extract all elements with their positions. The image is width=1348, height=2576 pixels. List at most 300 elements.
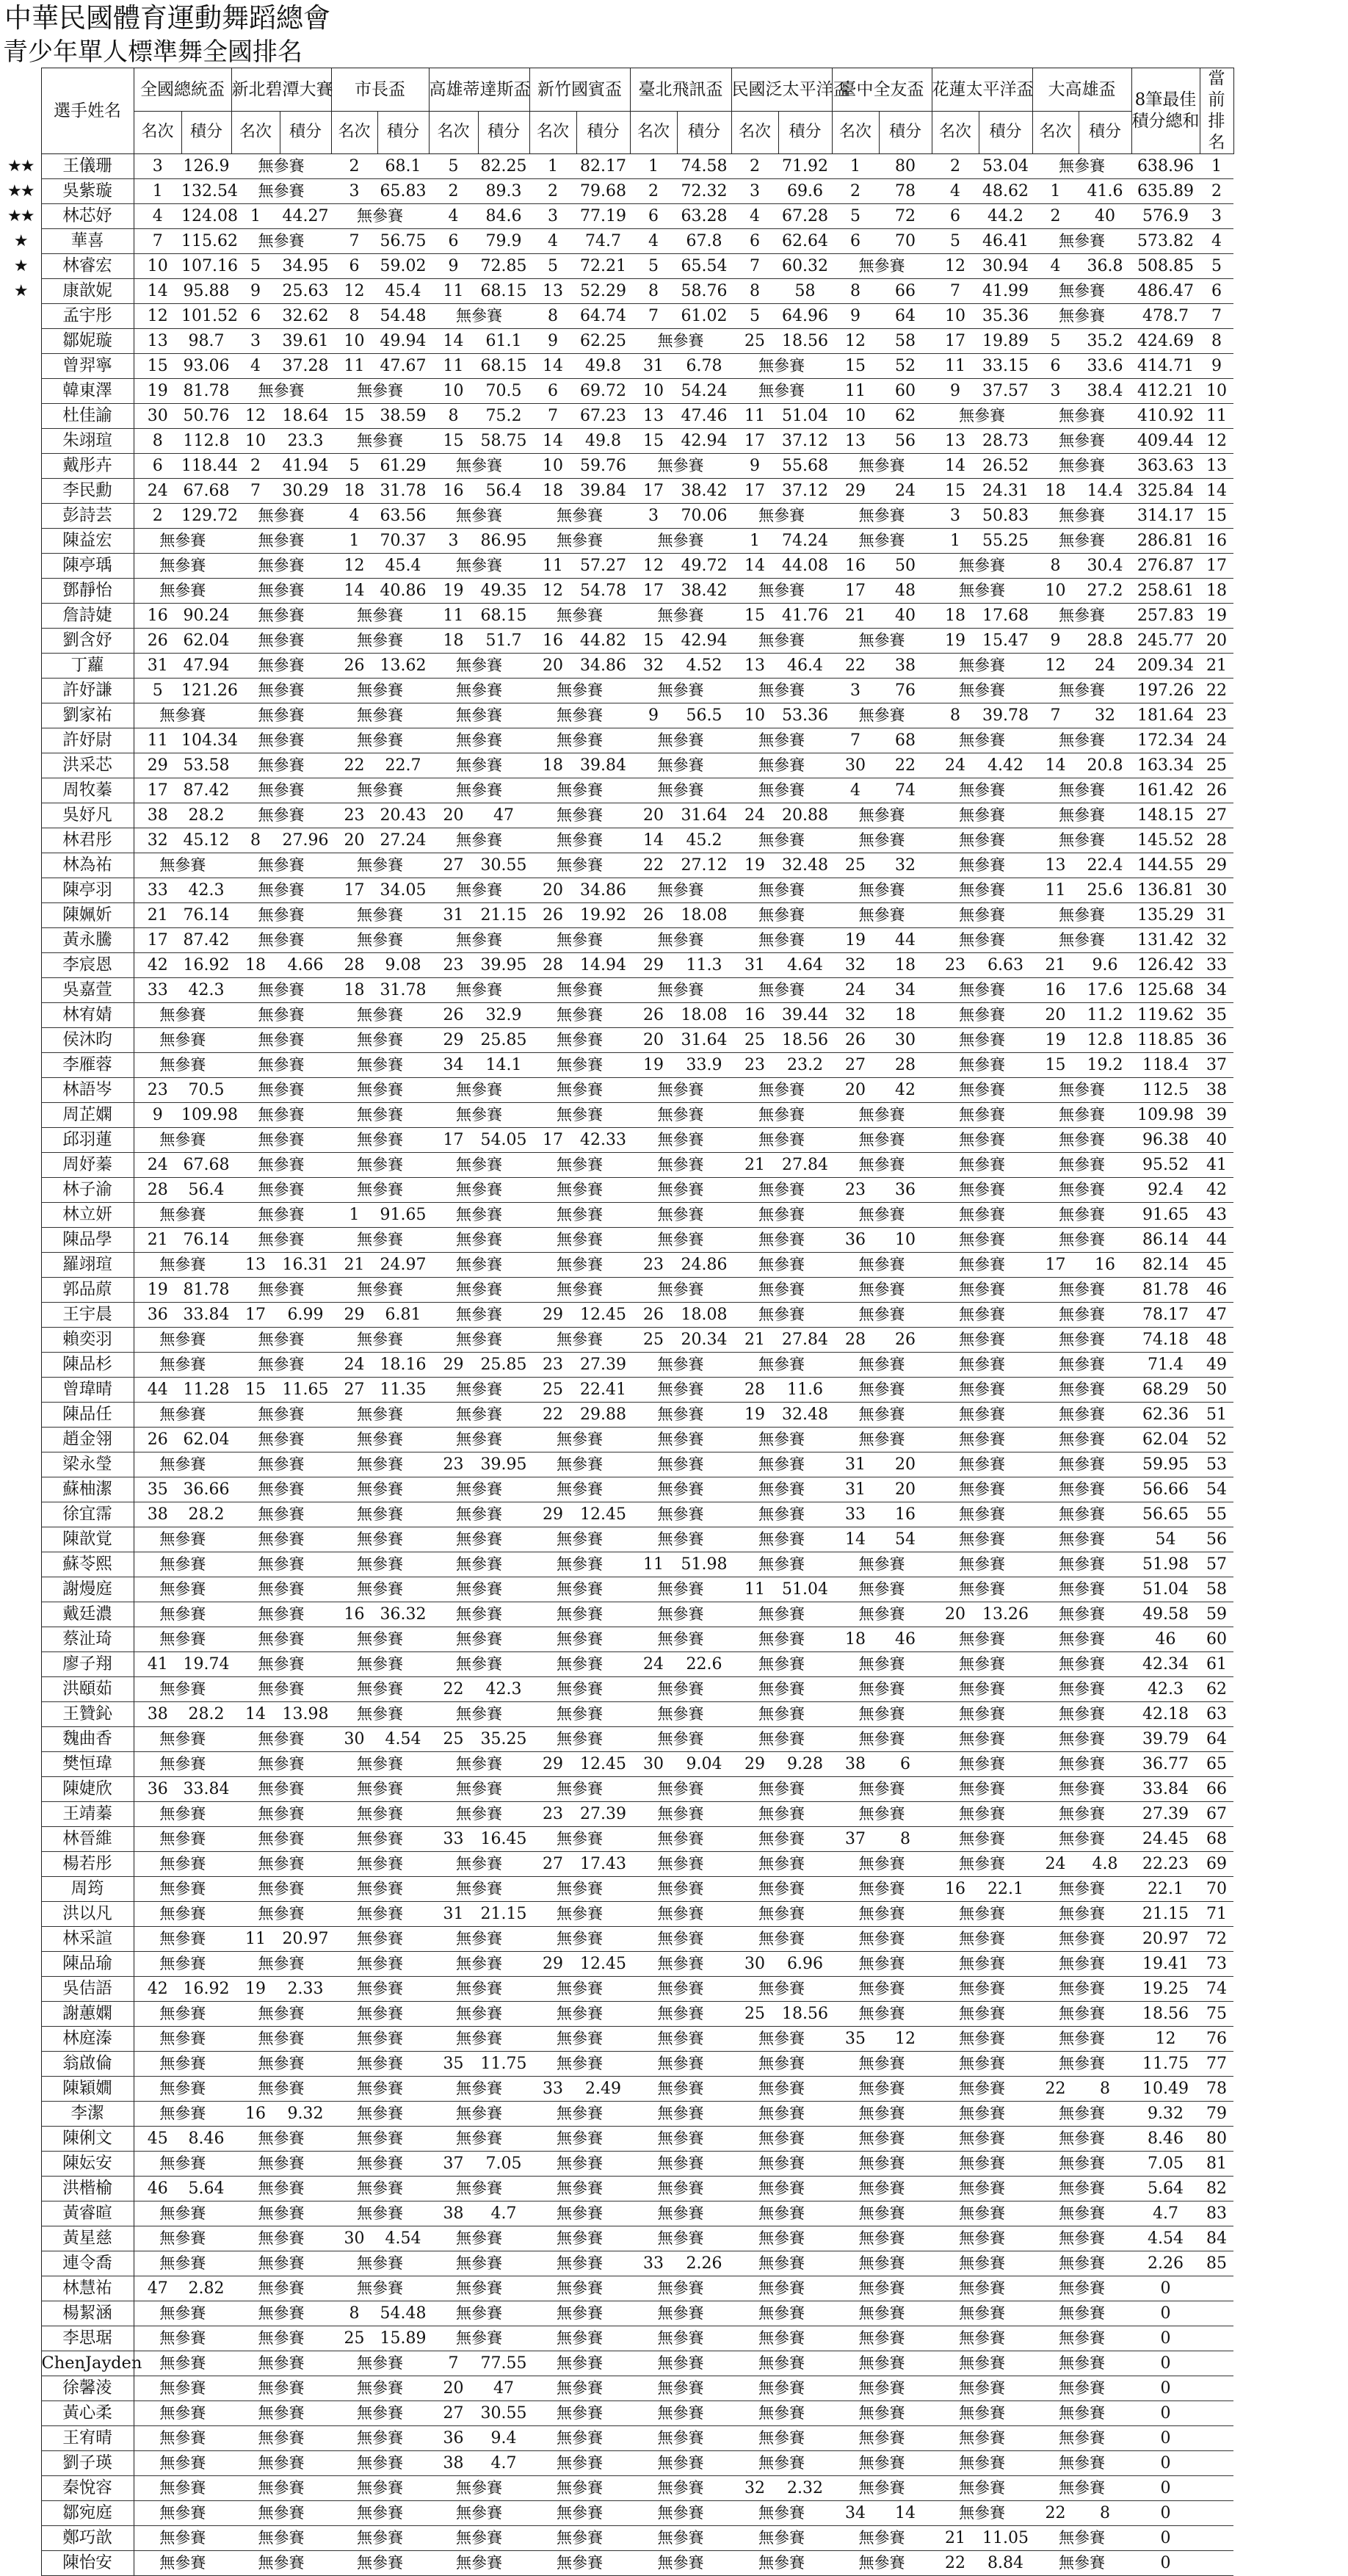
place-value: 13: [529, 279, 576, 304]
place-value: 17: [630, 479, 677, 504]
place-value: 20: [529, 654, 576, 679]
current-rank: 39: [1200, 1103, 1233, 1128]
table-row: [0, 703, 1233, 728]
points-value: 104.34: [181, 728, 231, 753]
current-rank: 43: [1200, 1203, 1233, 1228]
no-participation: 無參賽: [331, 1852, 429, 1877]
no-participation: 無參賽: [1032, 2052, 1131, 2077]
no-participation: 無參賽: [932, 404, 1032, 429]
table-row: [0, 2251, 1233, 2276]
no-participation: 無參賽: [231, 154, 331, 179]
place-value: 14: [932, 454, 979, 479]
place-subheader: 名次: [429, 111, 478, 154]
star-cell: [0, 404, 41, 429]
points-value: 6.96: [778, 1952, 832, 1977]
points-value: 36.8: [1079, 254, 1131, 279]
current-rank: 60: [1200, 1627, 1233, 1652]
total-points: 0: [1131, 2451, 1200, 2476]
no-participation: 無參賽: [832, 1902, 932, 1927]
current-rank: 4: [1200, 229, 1233, 254]
no-participation: 無參賽: [731, 1278, 832, 1303]
place-subheader: 名次: [134, 111, 181, 154]
total-points: 22.23: [1131, 1852, 1200, 1877]
points-value: 13.26: [979, 1602, 1032, 1627]
no-participation: 無參賽: [429, 1278, 529, 1303]
current-rank: 22: [1200, 679, 1233, 703]
points-value: 50.83: [979, 504, 1032, 529]
points-value: 4.54: [377, 2226, 429, 2251]
current-rank: 80: [1200, 2127, 1233, 2152]
points-value: 12.45: [576, 1952, 630, 1977]
points-value: 17.6: [1079, 978, 1131, 1003]
table-row: [0, 1877, 1233, 1902]
place-value: 9: [429, 254, 478, 279]
points-subheader: 積分: [879, 111, 932, 154]
current-rank: 32: [1200, 928, 1233, 953]
star-cell: [0, 1927, 41, 1952]
points-value: 11.35: [377, 1378, 429, 1403]
points-value: 42.3: [181, 878, 231, 903]
points-value: 70.5: [478, 379, 529, 404]
dancer-name: 蘇柚潔: [41, 1477, 134, 1502]
place-value: 19: [134, 379, 181, 404]
points-value: 27.96: [280, 828, 331, 853]
no-participation: 無參賽: [932, 1527, 1032, 1552]
place-value: 1: [331, 1203, 377, 1228]
points-value: 64: [879, 304, 932, 329]
place-value: 6: [731, 229, 778, 254]
table-row: [0, 1028, 1233, 1053]
no-participation: 無參賽: [134, 703, 231, 728]
no-participation: 無參賽: [832, 2351, 932, 2376]
place-value: 29: [731, 1752, 778, 1777]
no-participation: 無參賽: [134, 1927, 231, 1952]
total-points: 20.97: [1131, 1927, 1200, 1952]
no-participation: 無參賽: [932, 2351, 1032, 2376]
star-cell: [0, 504, 41, 529]
no-participation: 無參賽: [1032, 803, 1131, 828]
dancer-name: 陳穎嫺: [41, 2077, 134, 2102]
current-rank: 9: [1200, 354, 1233, 379]
points-value: 41.94: [280, 454, 331, 479]
place-value: 10: [932, 304, 979, 329]
place-value: 31: [832, 1477, 879, 1502]
no-participation: 無參賽: [731, 2426, 832, 2451]
no-participation: 無參賽: [429, 1702, 529, 1727]
total-points: 4.7: [1131, 2201, 1200, 2226]
place-value: 14: [630, 828, 677, 853]
total-points: 635.89: [1131, 179, 1200, 204]
no-participation: 無參賽: [1032, 1178, 1131, 1203]
current-rank: 8: [1200, 329, 1233, 354]
dancer-name: 周妤蓁: [41, 1153, 134, 1178]
place-value: 26: [529, 903, 576, 928]
no-participation: 無參賽: [630, 1428, 731, 1452]
points-value: 37.12: [778, 479, 832, 504]
no-participation: 無參賽: [731, 2351, 832, 2376]
no-participation: 無參賽: [932, 2002, 1032, 2027]
points-value: 18.56: [778, 2002, 832, 2027]
place-value: 27: [331, 1378, 377, 1403]
no-participation: 無參賽: [832, 2301, 932, 2326]
points-value: 9.4: [478, 2426, 529, 2451]
no-participation: 無參賽: [1032, 2027, 1131, 2052]
table-row: [0, 1003, 1233, 1028]
place-value: 13: [231, 1253, 280, 1278]
no-participation: 無參賽: [630, 2501, 731, 2526]
dancer-name: 鄒宛庭: [41, 2501, 134, 2526]
dancer-name: 陳姵妡: [41, 903, 134, 928]
table-row: [0, 1153, 1233, 1178]
total-points: 0: [1131, 2476, 1200, 2501]
no-participation: 無參賽: [231, 1652, 331, 1677]
place-subheader: 名次: [529, 111, 576, 154]
no-participation: 無參賽: [630, 1452, 731, 1477]
star-cell: [0, 679, 41, 703]
no-participation: 無參賽: [331, 2102, 429, 2127]
no-participation: 無參賽: [1032, 1452, 1131, 1477]
no-participation: 無參賽: [529, 1777, 630, 1802]
no-participation: 無參賽: [529, 1452, 630, 1477]
no-participation: 無參賽: [134, 2551, 231, 2576]
current-rank: [1200, 2451, 1233, 2476]
points-value: 74.58: [677, 154, 731, 179]
points-value: 11.2: [1079, 1003, 1131, 1028]
place-value: 38: [832, 1752, 879, 1777]
no-participation: 無參賽: [231, 1078, 331, 1103]
no-participation: 無參賽: [731, 354, 832, 379]
no-participation: 無參賽: [529, 1552, 630, 1577]
total-points: 39.79: [1131, 1727, 1200, 1752]
current-rank: 23: [1200, 703, 1233, 728]
points-value: 11.6: [778, 1378, 832, 1403]
current-rank: 35: [1200, 1003, 1233, 1028]
no-participation: 無參賽: [932, 1178, 1032, 1203]
table-row: [0, 1502, 1233, 1527]
place-value: 16: [134, 604, 181, 629]
table-row: [0, 354, 1233, 379]
no-participation: 無參賽: [630, 329, 731, 354]
place-value: 14: [529, 429, 576, 454]
place-value: 36: [832, 1228, 879, 1253]
no-participation: 無參賽: [134, 1877, 231, 1902]
place-value: 20: [932, 1602, 979, 1627]
no-participation: 無參賽: [731, 1178, 832, 1203]
place-value: 2: [1032, 204, 1079, 229]
no-participation: 無參賽: [1032, 1827, 1131, 1852]
no-participation: 無參賽: [832, 1927, 932, 1952]
points-value: 30.55: [478, 2401, 529, 2426]
dancer-name: 周筠: [41, 1877, 134, 1902]
points-value: 56.75: [377, 229, 429, 254]
no-participation: 無參賽: [231, 878, 331, 903]
points-value: 4.54: [377, 1727, 429, 1752]
current-rank: 5: [1200, 254, 1233, 279]
current-rank: 47: [1200, 1303, 1233, 1328]
points-subheader: 積分: [1079, 111, 1131, 154]
place-subheader: 名次: [331, 111, 377, 154]
no-participation: 無參賽: [429, 1403, 529, 1428]
table-row: [0, 778, 1233, 803]
no-participation: 無參賽: [134, 2401, 231, 2426]
no-participation: 無參賽: [630, 1927, 731, 1952]
points-value: 74.24: [778, 529, 832, 554]
no-participation: 無參賽: [231, 1477, 331, 1502]
star-cell: [0, 2476, 41, 2501]
total-points: 18.56: [1131, 2002, 1200, 2027]
no-participation: 無參賽: [529, 1727, 630, 1752]
no-participation: 無參賽: [1032, 1677, 1131, 1702]
points-value: 41.76: [778, 604, 832, 629]
table-row: [0, 978, 1233, 1003]
no-participation: 無參賽: [1032, 604, 1131, 629]
points-value: 4.52: [677, 654, 731, 679]
no-participation: 無參賽: [231, 1278, 331, 1303]
no-participation: 無參賽: [231, 1328, 331, 1353]
no-participation: 無參賽: [630, 2201, 731, 2226]
table-row: [0, 1677, 1233, 1702]
no-participation: 無參賽: [429, 1103, 529, 1128]
points-value: 32.48: [778, 853, 832, 878]
no-participation: 無參賽: [932, 1103, 1032, 1128]
current-rank: 62: [1200, 1677, 1233, 1702]
points-value: 51.04: [778, 1577, 832, 1602]
no-participation: 無參賽: [731, 828, 832, 853]
star-cell: [0, 753, 41, 778]
dancer-name: 鄭巧歆: [41, 2526, 134, 2551]
no-participation: 無參賽: [731, 2027, 832, 2052]
dancer-name: 陳品瑜: [41, 1952, 134, 1977]
no-participation: 無參賽: [832, 828, 932, 853]
dancer-name: 王儀珊: [41, 154, 134, 179]
no-participation: 無參賽: [630, 1203, 731, 1228]
no-participation: 無參賽: [630, 2052, 731, 2077]
dancer-name: 洪以凡: [41, 1902, 134, 1927]
points-value: 4.64: [778, 953, 832, 978]
no-participation: 無參賽: [1032, 2201, 1131, 2226]
no-participation: 無參賽: [529, 1428, 630, 1452]
star-cell: [0, 2401, 41, 2426]
no-participation: 無參賽: [331, 2276, 429, 2301]
dancer-name: 楊若彤: [41, 1852, 134, 1877]
star-cell: [0, 1502, 41, 1527]
place-value: 37: [832, 1827, 879, 1852]
no-participation: 無參賽: [331, 1952, 429, 1977]
star-cell: [0, 828, 41, 853]
points-value: 27.84: [778, 1328, 832, 1353]
table-row: [0, 878, 1233, 903]
place-value: 12: [1032, 654, 1079, 679]
points-value: 27.12: [677, 853, 731, 878]
place-value: 21: [134, 903, 181, 928]
total-points: 276.87: [1131, 554, 1200, 579]
no-participation: 無參賽: [429, 679, 529, 703]
points-value: 39.84: [576, 479, 630, 504]
no-participation: 無參賽: [231, 853, 331, 878]
no-participation: 無參賽: [231, 1103, 331, 1128]
no-participation: 無參賽: [529, 2226, 630, 2251]
points-value: 18: [879, 953, 932, 978]
place-value: 24: [134, 479, 181, 504]
no-participation: 無參賽: [731, 629, 832, 654]
points-value: 38.59: [377, 404, 429, 429]
place-value: 17: [832, 579, 879, 604]
dancer-name: 陳怡安: [41, 2551, 134, 2576]
table-row: [0, 1652, 1233, 1677]
no-participation: 無參賽: [529, 1328, 630, 1353]
total-points: 46: [1131, 1627, 1200, 1652]
no-participation: 無參賽: [731, 778, 832, 803]
points-value: 17.43: [576, 1852, 630, 1877]
points-value: 8: [879, 1827, 932, 1852]
table-row: [0, 1103, 1233, 1128]
place-value: 27: [529, 1852, 576, 1877]
dancer-name: 陳亭瑀: [41, 554, 134, 579]
no-participation: 無參賽: [1032, 2376, 1131, 2401]
table-row: [0, 1303, 1233, 1328]
no-participation: 無參賽: [429, 2102, 529, 2127]
no-participation: 無參賽: [231, 1777, 331, 1802]
no-participation: 無參賽: [832, 2276, 932, 2301]
place-value: 7: [331, 229, 377, 254]
dancer-name: 連令喬: [41, 2251, 134, 2276]
no-participation: 無參賽: [630, 1178, 731, 1203]
place-value: 9: [832, 304, 879, 329]
no-participation: 無參賽: [630, 1577, 731, 1602]
place-value: 22: [1032, 2077, 1079, 2102]
place-value: 1: [529, 154, 576, 179]
place-value: 5: [331, 454, 377, 479]
table-row: [0, 828, 1233, 853]
star-cell: [0, 1752, 41, 1777]
points-value: 9.32: [280, 2102, 331, 2127]
place-value: 17: [134, 928, 181, 953]
competition-header: 花蓮太平洋盃: [932, 68, 1032, 112]
points-value: 56.4: [478, 479, 529, 504]
points-value: 82.25: [478, 154, 529, 179]
place-value: 23: [731, 1053, 778, 1078]
no-participation: 無參賽: [231, 2027, 331, 2052]
place-value: 2: [331, 154, 377, 179]
points-value: 18.64: [280, 404, 331, 429]
current-rank: 56: [1200, 1527, 1233, 1552]
points-value: 18.08: [677, 1003, 731, 1028]
place-value: 19: [630, 1053, 677, 1078]
current-rank: [1200, 2401, 1233, 2426]
no-participation: 無參賽: [731, 928, 832, 953]
no-participation: 無參賽: [231, 1028, 331, 1053]
no-participation: 無參賽: [932, 1652, 1032, 1677]
dancer-name: 樊恒瑋: [41, 1752, 134, 1777]
no-participation: 無參賽: [932, 828, 1032, 853]
place-value: 8: [331, 2301, 377, 2326]
points-value: 22.4: [1079, 853, 1131, 878]
total-points: 5.64: [1131, 2177, 1200, 2201]
no-participation: 無參賽: [429, 1178, 529, 1203]
points-value: 33.15: [979, 354, 1032, 379]
table-row: [0, 2226, 1233, 2251]
points-value: 39.61: [280, 329, 331, 354]
points-value: 53.58: [181, 753, 231, 778]
place-value: 2: [832, 179, 879, 204]
total-points: 19.25: [1131, 1977, 1200, 2002]
place-value: 6: [529, 379, 576, 404]
points-value: 101.52: [181, 304, 231, 329]
points-value: 44.82: [576, 629, 630, 654]
current-rank: [1200, 2326, 1233, 2351]
no-participation: 無參賽: [331, 2501, 429, 2526]
no-participation: 無參賽: [331, 1477, 429, 1502]
points-subheader: 積分: [677, 111, 731, 154]
place-value: 29: [529, 1303, 576, 1328]
no-participation: 無參賽: [134, 2376, 231, 2401]
place-value: 4: [731, 204, 778, 229]
place-value: 41: [134, 1652, 181, 1677]
no-participation: 無參賽: [1032, 1752, 1131, 1777]
points-value: 38: [879, 654, 932, 679]
table-row: [0, 2526, 1233, 2551]
points-value: 33.84: [181, 1777, 231, 1802]
points-value: 67.68: [181, 1153, 231, 1178]
no-participation: 無參賽: [1032, 1477, 1131, 1502]
no-participation: 無參賽: [331, 2401, 429, 2426]
no-participation: 無參賽: [1032, 1602, 1131, 1627]
points-value: 11.75: [478, 2052, 529, 2077]
no-participation: 無參賽: [529, 2351, 630, 2376]
points-value: 69.72: [576, 379, 630, 404]
place-value: 38: [429, 2201, 478, 2226]
no-participation: 無參賽: [731, 1527, 832, 1552]
table-row: [0, 604, 1233, 629]
no-participation: 無參賽: [231, 579, 331, 604]
table-row: [0, 1428, 1233, 1452]
current-rank: [1200, 2476, 1233, 2501]
points-value: 29.88: [576, 1403, 630, 1428]
star-cell: [0, 1003, 41, 1028]
total-points: 258.61: [1131, 579, 1200, 604]
star-cell: [0, 479, 41, 504]
star-cell: [0, 2052, 41, 2077]
total-points: 82.14: [1131, 1253, 1200, 1278]
star-cell: [0, 554, 41, 579]
points-value: 62: [879, 404, 932, 429]
current-rank: 57: [1200, 1552, 1233, 1577]
no-participation: 無參賽: [231, 679, 331, 703]
points-value: 30.29: [280, 479, 331, 504]
no-participation: 無參賽: [331, 1977, 429, 2002]
no-participation: 無參賽: [1032, 2251, 1131, 2276]
no-participation: 無參賽: [832, 878, 932, 903]
current-rank: 40: [1200, 1128, 1233, 1153]
place-value: 5: [832, 204, 879, 229]
star-cell: [0, 454, 41, 479]
star-cell: [0, 1153, 41, 1178]
no-participation: 無參賽: [134, 1727, 231, 1752]
no-participation: 無參賽: [932, 654, 1032, 679]
total-points: 10.49: [1131, 2077, 1200, 2102]
no-participation: 無參賽: [932, 1228, 1032, 1253]
place-value: 4: [630, 229, 677, 254]
place-value: 15: [932, 479, 979, 504]
star-cell: [0, 529, 41, 554]
no-participation: 無參賽: [331, 1527, 429, 1552]
no-participation: 無參賽: [630, 1627, 731, 1652]
points-value: 68.15: [478, 279, 529, 304]
points-value: 47: [478, 2376, 529, 2401]
dancer-name: 周芷嫻: [41, 1103, 134, 1128]
no-participation: 無參賽: [134, 1902, 231, 1927]
no-participation: 無參賽: [331, 1128, 429, 1153]
